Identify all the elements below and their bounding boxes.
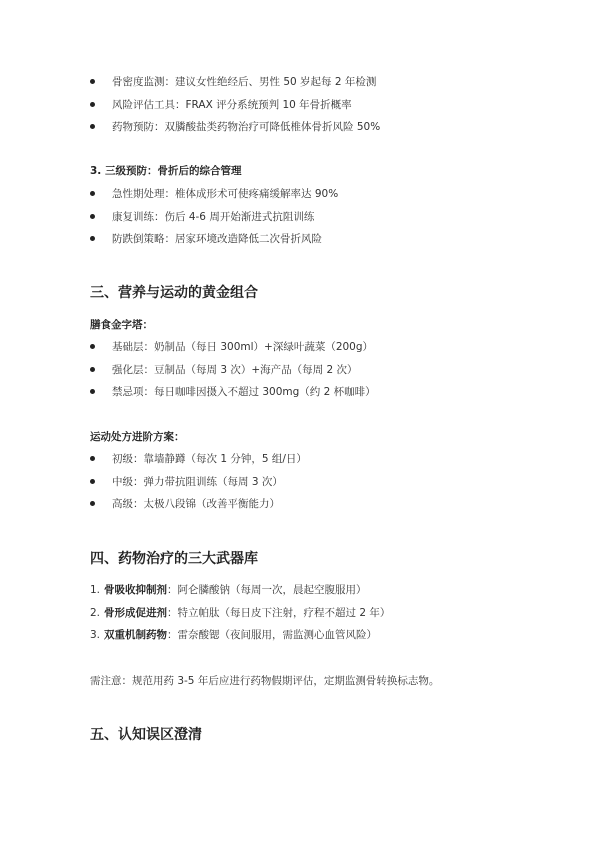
list-item: 禁忌项：每日咖啡因摄入不超过 300mg（约 2 杯咖啡） [90,386,376,398]
bullet-icon [90,236,95,241]
screening-list [90,76,380,144]
list-item: 高级：太极八段锦（改善平衡能力） [90,498,307,510]
bullet-icon [90,124,95,129]
bullet-icon [90,367,95,372]
bullet-icon [90,501,95,506]
list-item: 骨密度监测：建议女性绝经后、男性 50 岁起每 2 年检测 [90,76,380,88]
section-heading-nutrition-exercise: 三、营养与运动的黄金组合 [90,285,258,301]
list-item: 基础层：奶制品（每日 300ml）+深绿叶蔬菜（200g） [90,341,376,353]
list-item: 2. 骨形成促进剂：特立帕肽（每日皮下注射，疗程不超过 2 年） [90,606,391,619]
bullet-icon [90,456,95,461]
bullet-icon [90,191,95,196]
tertiary-prevention-heading: 3. 三级预防：骨折后的综合管理 [90,165,242,177]
exercise-plan-heading: 运动处方进阶方案： [90,431,185,443]
diet-pyramid-list [90,341,376,409]
medication-note: 需注意：规范用药 3-5 年后应进行药物假期评估，定期监测骨转换标志物。 [90,675,440,687]
exercise-plan-list [90,453,307,521]
bullet-icon [90,214,95,219]
list-item: 3. 双重机制药物：雷奈酸锶（夜间服用，需监测心血管风险） [90,629,378,642]
list-item: 中级：弹力带抗阻训练（每周 3 次） [90,476,307,488]
list-item: 初级：靠墙静蹲（每次 1 分钟，5 组/日） [90,453,307,465]
drug-list [90,584,390,652]
list-item: 强化层：豆制品（每周 3 次）+海产品（每周 2 次） [90,364,376,376]
bullet-icon [90,479,95,484]
list-item: 风险评估工具：FRAX 评分系统预判 10 年骨折概率 [90,99,380,111]
list-item: 防跌倒策略：居家环境改造降低二次骨折风险 [90,233,338,245]
list-item: 1. 骨吸收抑制剂：阿仑膦酸钠（每周一次，晨起空腹服用） [90,584,367,596]
tertiary-prevention-list [90,188,338,256]
bullet-icon [90,389,95,394]
list-item: 康复训练：伤后 4-6 周开始渐进式抗阻训练 [90,211,338,223]
bullet-icon [90,102,95,107]
bullet-icon [90,79,95,84]
list-item: 急性期处理：椎体成形术可使疼痛缓解率达 90% [90,188,338,200]
section-heading-misconceptions: 五、认知误区澄清 [90,727,202,743]
bullet-icon [90,344,95,349]
list-item: 药物预防：双膦酸盐类药物治疗可降低椎体骨折风险 50% [90,121,380,133]
diet-pyramid-heading: 膳食金字塔： [90,319,153,331]
section-heading-drug-therapy: 四、药物治疗的三大武器库 [90,551,258,567]
